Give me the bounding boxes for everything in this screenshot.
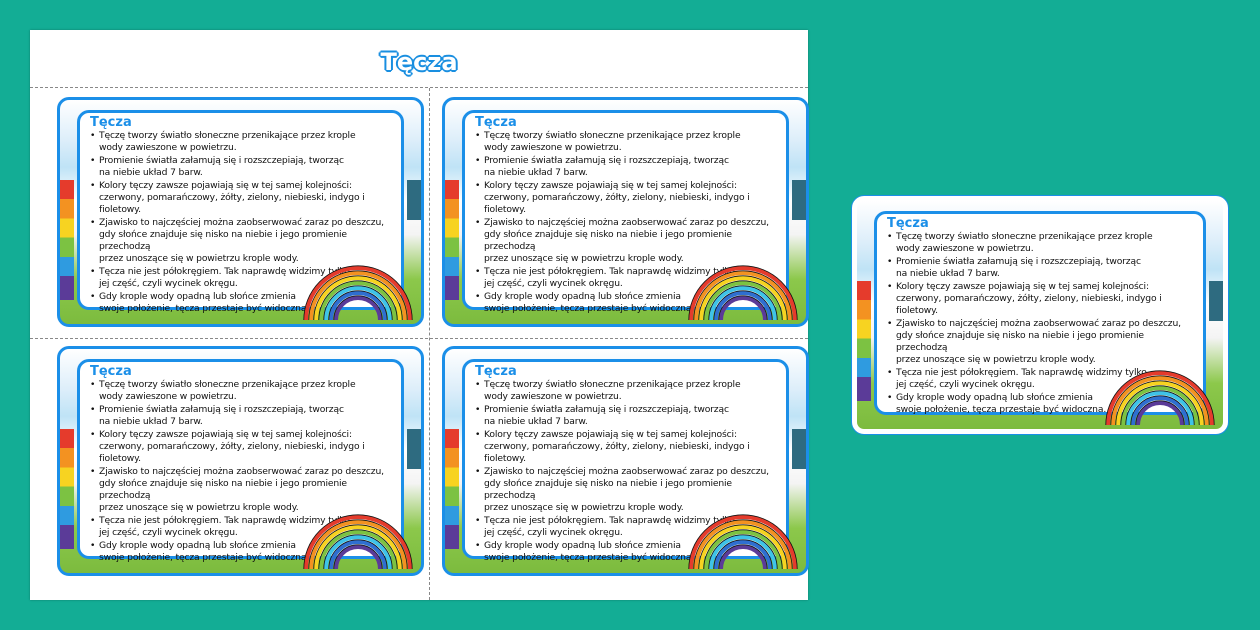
fact-line: czerwony, pomarańczowy, żółty, zielony, niebieski, indygo i fioletowy. [484,441,750,464]
fact-line: gdy słońce znajduje się nisko na niebie i jego promienie przechodzą [484,478,732,501]
fact-card-preview [852,196,1228,434]
card-title: Tęcza [475,364,517,379]
fact-line: przez unoszące się w powietrzu krople wody. [896,354,1096,365]
rainbow-icon [303,513,413,569]
fact-line: • Promienie światła załamują się i rozszczepiają, tworząc [484,155,729,166]
card-title: Tęcza [475,115,517,130]
fact-line: • Gdy krople wody opadną lub słońce zmienia [99,540,296,551]
fact-card [442,346,809,576]
fact-line: • Gdy krople wody opadną lub słońce zmienia [484,540,681,551]
fact-line: • Zjawisko to najczęściej można zaobserwować zaraz po deszczu, [896,318,1181,329]
card-title: Tęcza [90,364,132,379]
fact-line: czerwony, pomarańczowy, żółty, zielony, niebieski, indygo i fioletowy. [896,293,1162,316]
rainbow-stripe-decoration [60,180,74,300]
fact-item [90,404,391,428]
rainbow-icon [688,513,798,569]
fact-line: przez unoszące się w powietrzu krople wody. [484,502,684,513]
fact-card [57,346,424,576]
fact-item [475,379,776,403]
fact-line: • Tęczę tworzy światło słoneczne przenikające przez krople [484,379,741,390]
rainbow-stripe-decoration [445,429,459,549]
fact-item [475,217,776,265]
rainbow-icon [1105,369,1215,425]
fact-item [90,155,391,179]
fact-line: • Promienie światła załamują się i rozszczepiają, tworząc [99,155,344,166]
fact-line: • Tęcza nie jest półokręgiem. Tak naprawdę widzimy tylko [896,367,1147,378]
fact-line: jej część, czyli wycinek okręgu. [484,527,623,538]
fact-line: wody zawieszone w powietrzu. [896,243,1034,254]
fact-item [887,281,1193,317]
fact-line: • Gdy krople wody opadną lub słońce zmienia [99,291,296,302]
fact-line: czerwony, pomarańczowy, żółty, zielony, niebieski, indygo i fioletowy. [99,192,365,215]
hill-decoration [792,429,806,469]
fact-line: • Tęcza nie jest półokręgiem. Tak naprawdę widzimy tylko [99,515,350,526]
fact-item [90,429,391,465]
fact-line: • Promienie światła załamują się i rozszczepiają, tworząc [99,404,344,415]
fact-line: swoje położenie, tęcza przestaje być widoczna. [484,552,695,563]
fact-line: na niebie układ 7 barw. [896,268,1000,279]
sheet-title: Tęcza [380,48,458,76]
fact-line: wody zawieszone w powietrzu. [99,142,237,153]
fact-line: • Tęcza nie jest półokręgiem. Tak naprawdę widzimy tylko [484,515,735,526]
fact-line: • Kolory tęczy zawsze pojawiają się w tej samej kolejności: [484,429,737,440]
fact-item [90,217,391,265]
fact-line: gdy słońce znajduje się nisko na niebie i jego promienie przechodzą [896,330,1144,353]
fact-line: swoje położenie, tęcza przestaje być widoczna. [99,552,310,563]
fact-line: na niebie układ 7 barw. [484,416,588,427]
cut-line [30,338,808,339]
fact-line: • Kolory tęczy zawsze pojawiają się w tej samej kolejności: [484,180,737,191]
fact-line: przez unoszące się w powietrzu krople wody. [99,253,299,264]
rainbow-icon [688,264,798,320]
fact-item [475,404,776,428]
fact-item [475,130,776,154]
hill-decoration [407,180,421,220]
hill-decoration [407,429,421,469]
fact-item [90,466,391,514]
fact-line: • Tęczę tworzy światło słoneczne przenikające przez krople [484,130,741,141]
rainbow-stripe-decoration [60,429,74,549]
cut-line [30,87,808,88]
fact-line: na niebie układ 7 barw. [99,167,203,178]
printable-sheet [30,30,808,600]
fact-line: przez unoszące się w powietrzu krople wody. [99,502,299,513]
fact-line: jej część, czyli wycinek okręgu. [896,379,1035,390]
fact-line: swoje położenie, tęcza przestaje być widoczna. [896,404,1107,415]
fact-line: • Kolory tęczy zawsze pojawiają się w tej samej kolejności: [99,180,352,191]
fact-line: swoje położenie, tęcza przestaje być widoczna. [99,303,310,314]
fact-line: • Zjawisko to najczęściej można zaobserwować zaraz po deszczu, [484,217,769,228]
fact-line: wody zawieszone w powietrzu. [484,142,622,153]
fact-line: • Kolory tęczy zawsze pojawiają się w tej samej kolejności: [99,429,352,440]
fact-card [57,97,424,327]
fact-card [442,97,809,327]
rainbow-icon [303,264,413,320]
fact-line: przez unoszące się w powietrzu krople wody. [484,253,684,264]
fact-line: swoje położenie, tęcza przestaje być widoczna. [484,303,695,314]
fact-line: • Gdy krople wody opadną lub słońce zmienia [484,291,681,302]
fact-item [90,130,391,154]
fact-line: • Tęcza nie jest półokręgiem. Tak naprawdę widzimy tylko [99,266,350,277]
card-title: Tęcza [90,115,132,130]
fact-line: • Gdy krople wody opadną lub słońce zmienia [896,392,1093,403]
fact-line: czerwony, pomarańczowy, żółty, zielony, niebieski, indygo i fioletowy. [99,441,365,464]
fact-line: czerwony, pomarańczowy, żółty, zielony, niebieski, indygo i fioletowy. [484,192,750,215]
fact-line: • Tęczę tworzy światło słoneczne przenikające przez krople [99,130,356,141]
fact-line: wody zawieszone w powietrzu. [484,391,622,402]
fact-line: • Tęcza nie jest półokręgiem. Tak naprawdę widzimy tylko [484,266,735,277]
fact-line: jej część, czyli wycinek okręgu. [99,527,238,538]
fact-item [475,180,776,216]
cut-line [429,88,430,600]
hill-decoration [1209,281,1223,321]
fact-item [90,379,391,403]
fact-item [475,429,776,465]
fact-item [90,180,391,216]
fact-item [887,318,1193,366]
fact-line: gdy słońce znajduje się nisko na niebie i jego promienie przechodzą [99,478,347,501]
rainbow-stripe-decoration [445,180,459,300]
hill-decoration [792,180,806,220]
rainbow-stripe-decoration [857,281,871,401]
fact-line: • Zjawisko to najczęściej można zaobserwować zaraz po deszczu, [99,217,384,228]
fact-item [887,231,1193,255]
fact-line: • Tęczę tworzy światło słoneczne przenikające przez krople [896,231,1153,242]
fact-line: na niebie układ 7 barw. [99,416,203,427]
fact-line: • Tęczę tworzy światło słoneczne przenikające przez krople [99,379,356,390]
card-title: Tęcza [887,216,929,231]
fact-line: gdy słońce znajduje się nisko na niebie i jego promienie przechodzą [99,229,347,252]
fact-line: • Promienie światła załamują się i rozszczepiają, tworząc [896,256,1141,267]
fact-line: na niebie układ 7 barw. [484,167,588,178]
fact-line: wody zawieszone w powietrzu. [99,391,237,402]
fact-line: jej część, czyli wycinek okręgu. [484,278,623,289]
fact-line: • Kolory tęczy zawsze pojawiają się w tej samej kolejności: [896,281,1149,292]
fact-item [887,256,1193,280]
fact-line: • Zjawisko to najczęściej można zaobserwować zaraz po deszczu, [484,466,769,477]
fact-line: jej część, czyli wycinek okręgu. [99,278,238,289]
fact-line: gdy słońce znajduje się nisko na niebie i jego promienie przechodzą [484,229,732,252]
fact-line: • Zjawisko to najczęściej można zaobserwować zaraz po deszczu, [99,466,384,477]
fact-item [475,466,776,514]
fact-line: • Promienie światła załamują się i rozszczepiają, tworząc [484,404,729,415]
fact-item [475,155,776,179]
